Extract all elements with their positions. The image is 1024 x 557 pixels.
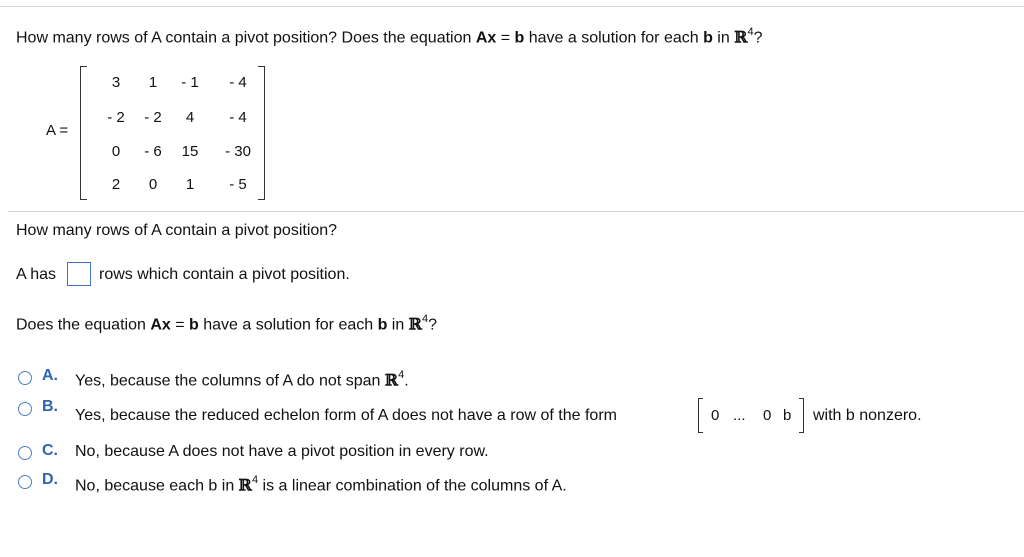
part1-answer-suffix: rows which contain a pivot position. <box>99 266 350 283</box>
matrix-right-bracket <box>258 66 265 200</box>
part1-question: How many rows of A contain a pivot position? <box>16 222 338 239</box>
matrix-cell: 1 <box>148 74 158 91</box>
matrix-cell: 0 <box>148 176 158 193</box>
matrix-cell: 15 <box>181 143 199 160</box>
matrix-left-bracket <box>80 66 87 200</box>
matrix-cell: 1 <box>185 176 195 193</box>
matrix-cell: 0 <box>111 143 121 160</box>
matrix-cell: - 30 <box>225 143 251 160</box>
option-a-radio[interactable] <box>18 371 32 385</box>
option-b-letter[interactable]: B. <box>42 398 58 415</box>
option-c-radio[interactable] <box>18 446 32 460</box>
part2-question: Does the equation Ax = b have a solution for each b in ℝ$^4$? <box>16 313 438 334</box>
option-c-letter[interactable]: C. <box>42 442 58 459</box>
matrix-cell: - 2 <box>144 109 162 126</box>
matrix-cell: 4 <box>185 109 195 126</box>
row-entry: ... <box>733 407 746 424</box>
option-d-text[interactable]: No, because each b in ℝ$^4$ is a linear combination of the columns of A. <box>75 474 567 495</box>
matrix-cell: - 6 <box>144 143 162 160</box>
top-divider <box>0 6 1024 7</box>
main-question: How many rows of A contain a pivot position? Does the equation Ax = b have a solution for each b in ℝ$^4$? <box>16 26 763 47</box>
part1-answer-prefix: A has <box>16 266 57 283</box>
matrix-cell: - 5 <box>229 176 247 193</box>
row-left-bracket <box>698 398 703 433</box>
matrix-cell: - 4 <box>229 74 247 91</box>
row-entry: 0 <box>711 407 720 424</box>
option-d-letter[interactable]: D. <box>42 471 58 488</box>
row-entry: b <box>783 407 792 424</box>
option-b-radio[interactable] <box>18 402 32 416</box>
option-d-radio[interactable] <box>18 475 32 489</box>
matrix-cell: - 2 <box>107 109 125 126</box>
section-divider <box>8 211 1024 212</box>
matrix-cell: - 4 <box>229 109 247 126</box>
option-a-text[interactable]: Yes, because the columns of A do not span ℝ$^4$. <box>75 369 409 390</box>
matrix-cell: 3 <box>111 74 121 91</box>
row-right-bracket <box>799 398 804 433</box>
matrix-cell: 2 <box>111 176 121 193</box>
option-a-letter[interactable]: A. <box>42 367 58 384</box>
matrix-label: A = <box>46 122 69 139</box>
option-c-text[interactable]: No, because A does not have a pivot position in every row. <box>75 443 489 460</box>
row-entry: 0 <box>763 407 772 424</box>
matrix-cell: - 1 <box>181 74 199 91</box>
option-b-text[interactable]: Yes, because the reduced echelon form of A does not have a row of the form <box>75 407 617 424</box>
pivot-count-input[interactable] <box>67 262 91 286</box>
option-b-end: with b nonzero. <box>813 407 922 424</box>
